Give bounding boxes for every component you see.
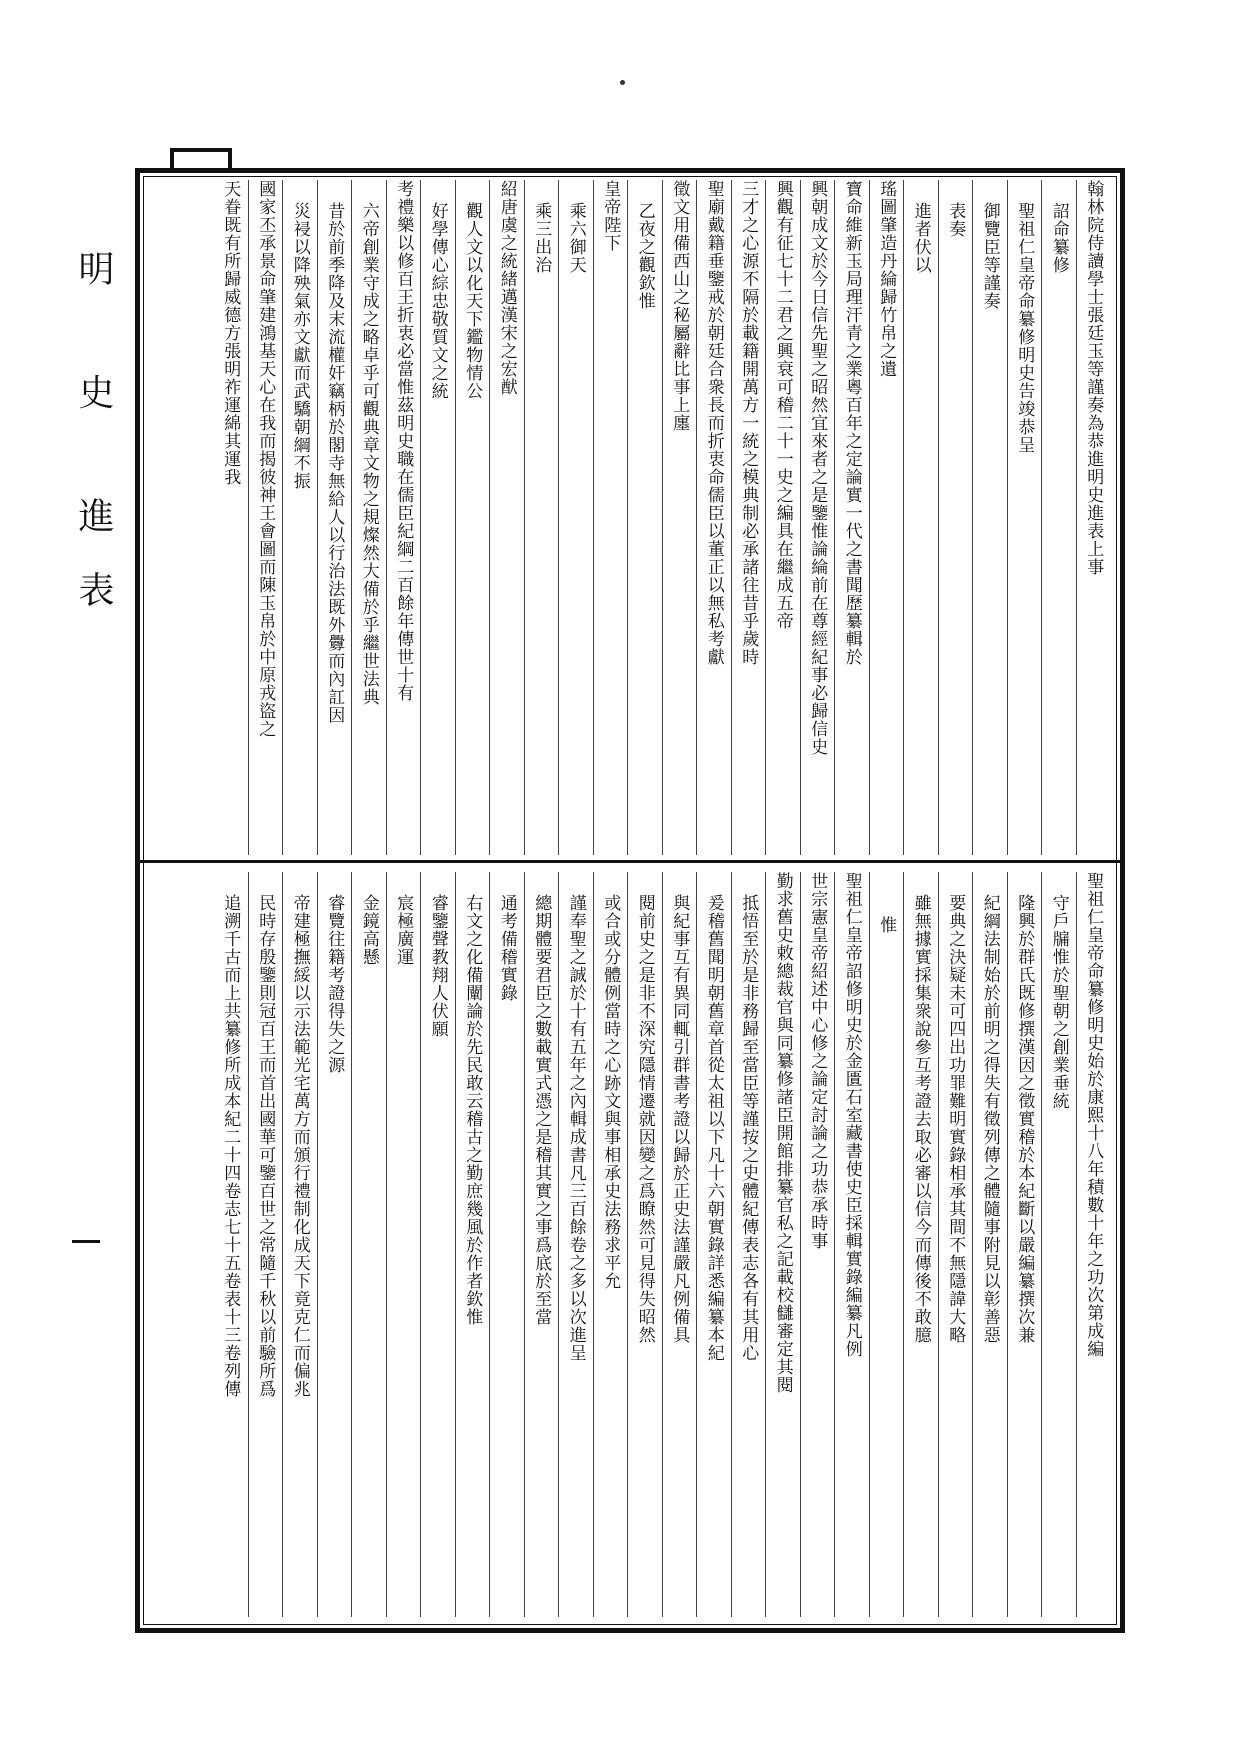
text-column bbox=[248, 872, 283, 1617]
text-column bbox=[558, 180, 593, 855]
text-column bbox=[834, 180, 869, 855]
column-text: 隆興於群氏既修撰漢因之徵實稽於本紀斷以嚴編纂撰次兼 bbox=[1014, 894, 1035, 1344]
column-text: 翰林院侍讀學士張廷玉等謹奏為恭進明史進表上事 bbox=[1083, 180, 1104, 576]
page-speck bbox=[620, 80, 625, 85]
text-column bbox=[662, 180, 697, 855]
text-column bbox=[489, 180, 524, 855]
text-column bbox=[282, 872, 317, 1617]
text-column bbox=[420, 180, 455, 855]
column-text: 紹唐虞之統緒邁漢宋之宏猷 bbox=[496, 180, 517, 396]
text-column bbox=[765, 180, 800, 855]
column-text: 興觀有征七十二君之興衰可稽二十一史之編具在繼成五帝 bbox=[772, 180, 793, 630]
column-text: 乘三出治 bbox=[531, 202, 552, 274]
text-column bbox=[558, 872, 593, 1617]
text-column bbox=[351, 180, 386, 855]
text-column bbox=[972, 872, 1007, 1617]
column-text: 睿覽往籍考證得失之源 bbox=[324, 894, 345, 1074]
text-column bbox=[903, 180, 938, 855]
column-text: 爰稽舊聞明朝舊章首從太祖以下凡十六朝實錄詳悉編纂本紀 bbox=[703, 894, 724, 1362]
column-text: 聖祖仁皇帝命纂修明史告竣恭呈 bbox=[1014, 202, 1035, 454]
text-column bbox=[696, 180, 731, 855]
column-text: 徵文用備西山之秘屬辭比事上廛 bbox=[669, 180, 690, 432]
text-column bbox=[869, 872, 904, 1617]
column-text: 災祲以降殃氣亦文獻而武驕朝綱不振 bbox=[289, 202, 310, 490]
text-column bbox=[386, 872, 421, 1617]
column-text: 聖廟戴籍垂鑒戒於朝廷合衆長而折衷命儒臣以董正以無私考獻 bbox=[703, 180, 724, 666]
column-text: 睿鑒聲教翔人伏願 bbox=[427, 894, 448, 1038]
text-column bbox=[593, 872, 628, 1617]
column-text: 進者伏以 bbox=[910, 202, 931, 274]
column-text: 守戶牖惟於聖朝之創業垂統 bbox=[1048, 894, 1069, 1110]
text-column bbox=[1041, 872, 1076, 1617]
column-text: 觀人文以化天下鑑物情公 bbox=[462, 202, 483, 400]
top-text-panel bbox=[160, 180, 1110, 855]
column-text: 興朝成文於今日信先聖之昭然宜來者之是鑒惟論綸前在尊經紀事必歸信史 bbox=[807, 180, 828, 756]
column-text: 要典之決疑未可四出功罪難明實錄相承其間不無隱諱大略 bbox=[945, 894, 966, 1344]
text-column bbox=[627, 872, 662, 1617]
column-text: 寶命維新玉局理汗青之業粵百年之定論實一代之書聞歷纂輯於 bbox=[841, 180, 862, 666]
column-text: 帝建極撫綏以示法範光宅萬方而頒行禮制化成天下竟克仁而偏兆 bbox=[289, 894, 310, 1398]
text-column bbox=[351, 872, 386, 1617]
column-text: 聖祖仁皇帝命纂修明史始於康熙十八年積數十年之功次第成編 bbox=[1083, 872, 1104, 1358]
column-text: 雖無據實採集衆說參互考證去取必審以信今而傳後不敢臆 bbox=[910, 894, 931, 1344]
column-text: 皇帝陛下 bbox=[600, 180, 621, 252]
column-text: 追溯千古而上共纂修所成本紀二十四卷志七十五卷表十三卷列傳 bbox=[220, 894, 241, 1398]
column-text: 宸極廣運 bbox=[393, 894, 414, 966]
column-text: 天眷既有所歸威德方張明祚運綿其運我 bbox=[220, 180, 241, 486]
column-text: 或合或分體例當時之心跡文與事相承史法務求平允 bbox=[600, 894, 621, 1290]
panel-divider bbox=[135, 860, 1125, 863]
column-text: 民時存殷鑒則冠百王而首出國華可鑒百世之常隨千秋以前驗所爲 bbox=[255, 894, 276, 1398]
text-column bbox=[213, 180, 248, 855]
text-column bbox=[282, 180, 317, 855]
column-text: 總期體要君臣之數載實式憑之是稽其實之事爲底於至當 bbox=[531, 894, 552, 1326]
text-column bbox=[800, 180, 835, 855]
column-text: 考禮樂以修百王折衷必當惟茲明史職在儒臣紀綱二百餘年傳世十有 bbox=[393, 180, 414, 702]
text-column bbox=[489, 872, 524, 1617]
text-column bbox=[696, 872, 731, 1617]
column-text: 紀綱法制始於前明之得失有徵列傳之體隨事附見以彰善惡 bbox=[979, 894, 1000, 1344]
text-column bbox=[386, 180, 421, 855]
text-column bbox=[593, 180, 628, 855]
text-column bbox=[731, 872, 766, 1617]
column-text: 右文之化備闡論於先民敢云稽古之勤庶幾風於作者欽惟 bbox=[462, 894, 483, 1326]
column-text: 好學傳心綜忠敬質文之統 bbox=[427, 202, 448, 400]
text-column bbox=[731, 180, 766, 855]
column-text: 世宗憲皇帝紹述中心修之論定討論之功恭承時事 bbox=[807, 872, 828, 1250]
text-column bbox=[765, 872, 800, 1617]
text-column bbox=[834, 872, 869, 1617]
column-text: 通考備稽實錄 bbox=[496, 894, 517, 1002]
text-column bbox=[972, 180, 1007, 855]
text-column bbox=[938, 872, 973, 1617]
text-column bbox=[1041, 180, 1076, 855]
text-column bbox=[1007, 180, 1042, 855]
text-column bbox=[455, 872, 490, 1617]
column-text: 乘六御天 bbox=[565, 202, 586, 274]
column-text: 六帝創業守成之略卓乎可觀典章文物之規燦然大備於乎繼世法典 bbox=[358, 202, 379, 706]
column-text: 抵悟至於是非務歸至當臣等謹按之史體紀傳表志各有其用心 bbox=[738, 894, 759, 1362]
column-text: 惟 bbox=[876, 916, 897, 934]
column-text: 乙夜之觀欽惟 bbox=[634, 202, 655, 310]
margin-book-title: 明 史 進表 bbox=[73, 250, 114, 645]
column-text: 國家丕承景命肇建鴻基天心在我而揭彼神王會圖而陳玉帛於中原戎盜之 bbox=[255, 180, 276, 738]
text-column bbox=[800, 872, 835, 1617]
text-column bbox=[248, 180, 283, 855]
text-column bbox=[420, 872, 455, 1617]
text-column bbox=[524, 180, 559, 855]
text-column bbox=[1076, 872, 1111, 1617]
text-column bbox=[903, 872, 938, 1617]
text-column bbox=[627, 180, 662, 855]
text-column bbox=[213, 872, 248, 1617]
column-text: 瑤圖肇造丹綸歸竹帛之遺 bbox=[876, 180, 897, 378]
column-text: 昔於前季降及末流權奸竊柄於閣寺無給人以行治法既外釁而內訌因 bbox=[324, 202, 345, 724]
margin-page-number bbox=[72, 1240, 100, 1243]
column-text: 三才之心源不隔於載籍開萬方一統之模典制必承諸往昔乎歲時 bbox=[738, 180, 759, 666]
text-column bbox=[317, 872, 352, 1617]
text-column bbox=[317, 180, 352, 855]
column-text: 詔命纂修 bbox=[1048, 202, 1069, 274]
text-column bbox=[869, 180, 904, 855]
column-text: 與紀事互有異同輒引群書考證以歸於正史法謹嚴凡例備具 bbox=[669, 894, 690, 1344]
column-text: 御覽臣等謹奏 bbox=[979, 202, 1000, 310]
column-text: 謹奉聖之誠於十有五年之內輯成書凡三百餘卷之多以次進呈 bbox=[565, 894, 586, 1362]
text-column bbox=[662, 872, 697, 1617]
text-column bbox=[1076, 180, 1111, 855]
column-text: 表奏 bbox=[945, 202, 966, 238]
column-text: 金鏡高懸 bbox=[358, 894, 379, 966]
text-column bbox=[938, 180, 973, 855]
column-text: 聖祖仁皇帝詔修明史於金匱石室藏書使史臣採輯實錄編纂凡例 bbox=[841, 872, 862, 1358]
column-text: 勤求舊史敕總裁官與同纂修諸臣開館排纂官私之記載校讎審定其閱 bbox=[772, 872, 793, 1394]
bottom-text-panel bbox=[160, 872, 1110, 1617]
text-column bbox=[1007, 872, 1042, 1617]
column-text: 閱前史之是非不深究隱情遷就因變之爲瞭然可見得失昭然 bbox=[634, 894, 655, 1344]
text-column bbox=[524, 872, 559, 1617]
text-column bbox=[455, 180, 490, 855]
